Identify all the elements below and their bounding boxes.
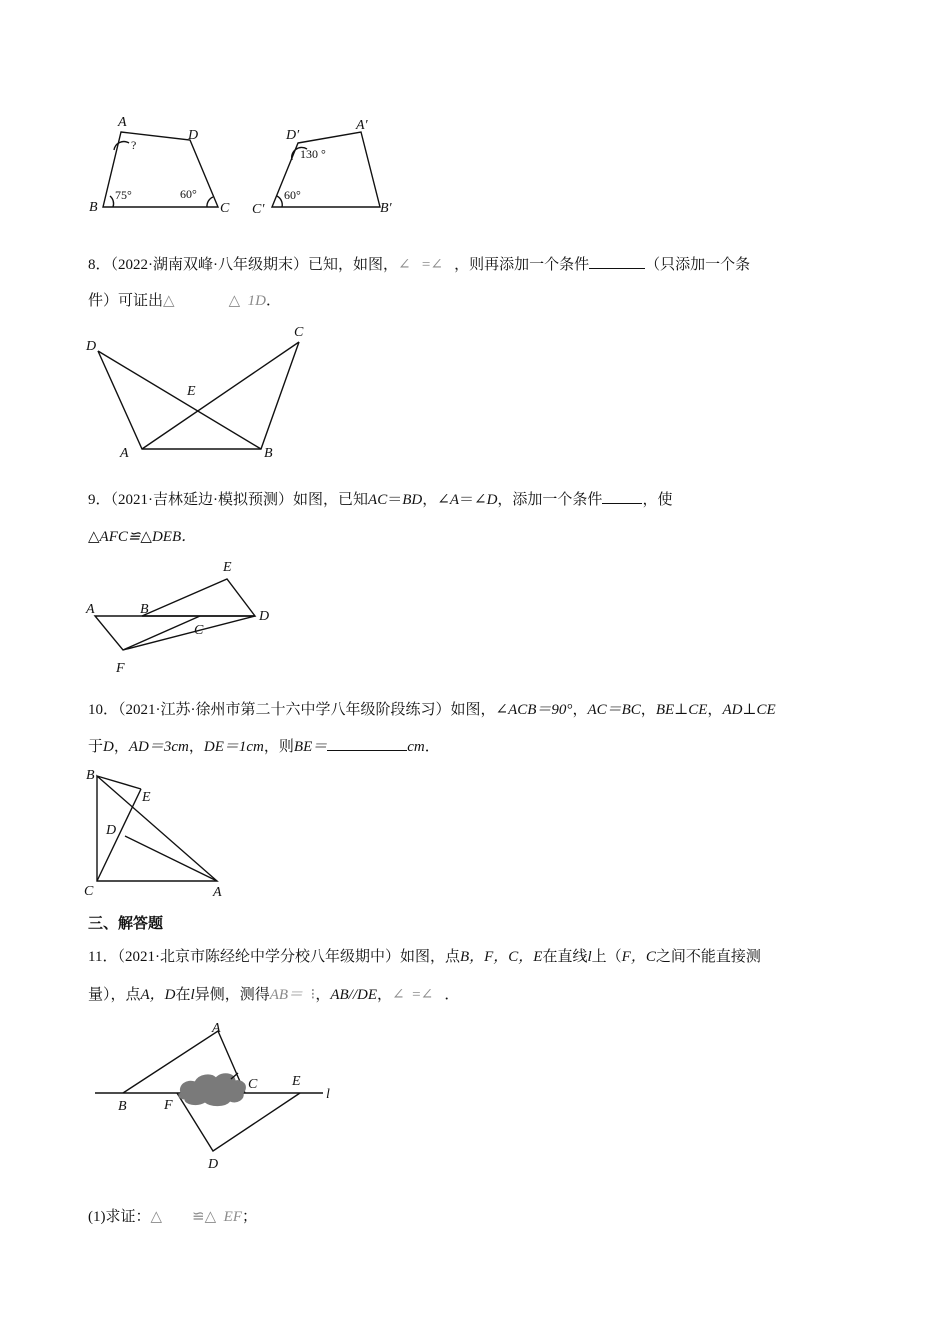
question-11-part-1: (1)求证：△ ≌△ EF； bbox=[88, 1209, 257, 1225]
question-number: 8． bbox=[88, 257, 111, 273]
question-number: 9． bbox=[88, 492, 111, 508]
angle-d-prime-value: 130 ° bbox=[300, 147, 326, 161]
question-number: 10． bbox=[88, 702, 119, 718]
question-10-line-1: 10．（2021·江苏·徐州市第二十六中学八年级阶段练习）如图，∠ACB＝90°，AC＝BC，BE⊥CE，AD⊥CE bbox=[88, 702, 776, 718]
label-e: E bbox=[292, 1074, 301, 1089]
answer-blank[interactable] bbox=[327, 737, 407, 751]
label-d-prime: D′ bbox=[286, 128, 300, 143]
question-8-line-1: 8．（2022·湖南双峰·八年级期末）已知，如图，∠ =∠ ，则再添加一个条件 （只添加一个条 bbox=[88, 257, 751, 273]
label-c: C bbox=[220, 201, 230, 216]
angle-c-prime-value: 60° bbox=[284, 188, 301, 202]
question-10-line-2: 于D，AD＝3cm，DE＝1cm，则BE＝ cm． bbox=[88, 739, 440, 755]
label-d: D bbox=[208, 1157, 219, 1172]
label-c: C bbox=[194, 623, 204, 638]
question-source: （2021·吉林延边·模拟预测） bbox=[110, 492, 294, 508]
question-11-line-2: 量），点A，D在l异侧，测得AB＝ ⁝，AB//DE，∠ =∠ ． bbox=[88, 987, 460, 1003]
label-e: E bbox=[223, 560, 232, 575]
angle-symbol: ∠ bbox=[430, 257, 443, 273]
triangle-symbol: △ bbox=[163, 293, 175, 309]
triangle-symbol: △ bbox=[150, 1209, 163, 1225]
label-c: C bbox=[294, 325, 304, 340]
label-a: A bbox=[120, 446, 129, 461]
triangle-symbol: △ bbox=[228, 293, 241, 309]
answer-blank[interactable] bbox=[589, 255, 645, 269]
label-c: C bbox=[84, 884, 94, 899]
question-source: （2021·北京市陈经纶中学分校八年级期中） bbox=[117, 949, 400, 965]
label-b: B bbox=[264, 446, 273, 461]
cloud-obstruction bbox=[179, 1074, 246, 1106]
label-a-prime: A′ bbox=[356, 118, 368, 133]
question-source: （2022·湖南双峰·八年级期末） bbox=[110, 257, 309, 273]
angle-c-value: 60° bbox=[180, 187, 197, 201]
figure-q9 bbox=[80, 555, 290, 680]
angle-a-unknown: ? bbox=[131, 138, 137, 152]
question-8-line-2: 件）可证出△ △ 1D． bbox=[88, 293, 281, 309]
question-9-line-1: 9．（2021·吉林延边·模拟预测）如图，已知AC＝BD，∠A＝∠D，添加一个条件 ，使 bbox=[88, 492, 673, 508]
quadrilateral-a1b1c1d1 bbox=[252, 118, 393, 217]
label-b: B bbox=[118, 1099, 127, 1114]
label-b-prime: B′ bbox=[380, 201, 392, 216]
label-a: A bbox=[86, 602, 95, 617]
label-b: B bbox=[89, 200, 98, 215]
label-c: C bbox=[248, 1077, 258, 1092]
question-9-line-2: △AFC≌△DEB． bbox=[88, 529, 197, 545]
figure-q11 bbox=[85, 1013, 355, 1173]
section-heading: 三、解答题 bbox=[88, 914, 164, 932]
label-f: F bbox=[164, 1098, 173, 1113]
label-b: B bbox=[140, 602, 149, 617]
label-c-prime: C′ bbox=[252, 202, 265, 217]
label-d: D bbox=[188, 128, 199, 143]
label-d: D bbox=[106, 823, 117, 838]
question-11-line-1: 11．（2021·北京市陈经纶中学分校八年级期中）如图，点B，F，C，E在直线l上（F，C之间不能直接测 bbox=[88, 949, 761, 965]
question-source: （2021·江苏·徐州市第二十六中学八年级阶段练习） bbox=[118, 702, 451, 718]
figure-q10 bbox=[80, 765, 250, 900]
label-b: B bbox=[86, 768, 95, 783]
label-a: A bbox=[213, 885, 222, 900]
label-d: D bbox=[86, 339, 97, 354]
label-e: E bbox=[187, 384, 196, 399]
answer-blank[interactable] bbox=[602, 490, 642, 504]
label-f: F bbox=[116, 661, 125, 676]
label-d: D bbox=[259, 609, 270, 624]
angle-symbol: ∠ bbox=[398, 257, 411, 273]
quadrilateral-abcd bbox=[89, 115, 230, 216]
label-a: A bbox=[212, 1021, 221, 1036]
figure-q8 bbox=[80, 318, 320, 466]
figure-q7-quadrilaterals bbox=[85, 110, 415, 220]
label-l: l bbox=[326, 1087, 330, 1102]
label-a: A bbox=[118, 115, 127, 130]
question-number: 11． bbox=[88, 949, 118, 965]
angle-b-value: 75° bbox=[115, 188, 132, 202]
label-e: E bbox=[142, 790, 151, 805]
